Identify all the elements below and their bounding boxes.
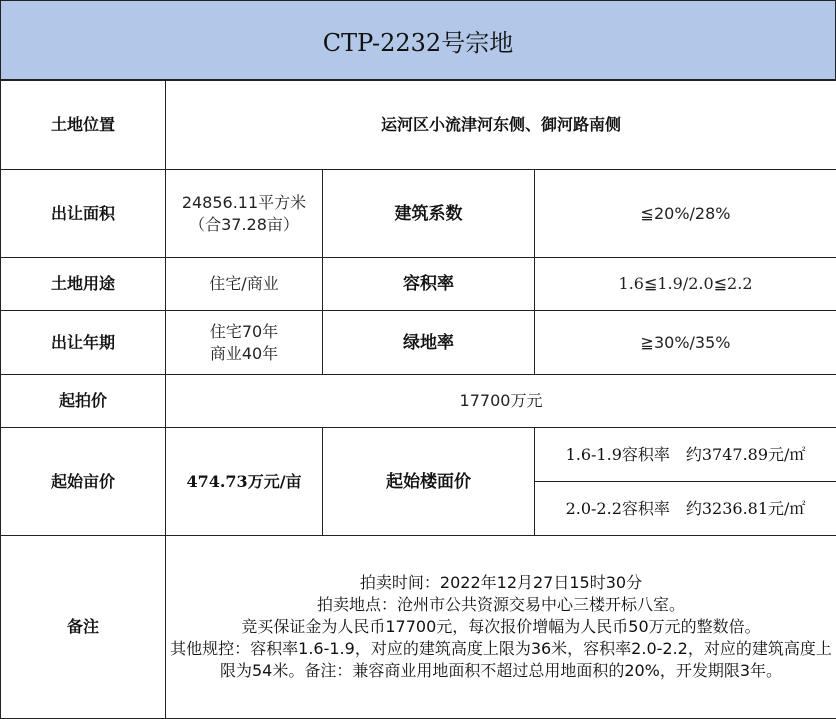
- table-row: [1, 81, 836, 170]
- far-label: 容积率: [323, 258, 535, 311]
- green-ratio-value: ≧30%/35%: [535, 311, 836, 375]
- remark-other-controls: 其他规控：容积率1.6-1.9，对应的建筑高度上限为36米，容积率2.0-2.2，对应的建筑高度上限为54米。备注：兼容商业用地面积不超过总用地面积的20%，开发期限3年。: [170, 638, 832, 682]
- remarks-content: [166, 536, 836, 719]
- table-row: [1, 536, 836, 719]
- term-label: 出让年期: [1, 311, 166, 375]
- floor-price-high-far: 2.0-2.2容积率 约3236.81元/㎡: [535, 482, 836, 536]
- term-value: [166, 311, 323, 375]
- sheet-title: CTP-2232号宗地: [0, 0, 836, 80]
- remark-deposit: 竞买保证金为人民币17700元，每次报价增幅为人民币50万元的整数倍。: [170, 616, 832, 638]
- location-label: 土地位置: [1, 81, 166, 170]
- table-row: [1, 258, 836, 311]
- remark-auction-place: 拍卖地点：沧州市公共资源交易中心三楼开标八室。: [170, 594, 832, 616]
- start-price-value: 17700万元: [166, 375, 836, 428]
- start-price-label: 起拍价: [1, 375, 166, 428]
- floor-price-low-far: 1.6-1.9容积率 约3747.89元/㎡: [535, 428, 836, 482]
- mu-price-value: 474.73万元/亩: [166, 428, 323, 536]
- area-value: [166, 170, 323, 258]
- remarks-label: 备注: [1, 536, 166, 719]
- building-coef-label: 建筑系数: [323, 170, 535, 258]
- building-coef-value: ≦20%/28%: [535, 170, 836, 258]
- table-row: [1, 375, 836, 428]
- area-label: 出让面积: [1, 170, 166, 258]
- floor-price-label: 起始楼面价: [323, 428, 535, 536]
- area-sqm: 24856.11平方米: [170, 192, 318, 214]
- usage-value: 住宅/商业: [166, 258, 323, 311]
- table-row: [1, 428, 836, 482]
- table-row: [1, 311, 836, 375]
- green-ratio-label: 绿地率: [323, 311, 535, 375]
- term-commercial: 商业40年: [170, 343, 318, 365]
- area-mu: （合37.28亩）: [170, 214, 318, 236]
- far-value: 1.6≦1.9/2.0≦2.2: [535, 258, 836, 311]
- remark-auction-time: 拍卖时间：2022年12月27日15时30分: [170, 572, 832, 594]
- term-residential: 住宅70年: [170, 321, 318, 343]
- table-row: [1, 170, 836, 258]
- mu-price-label: 起始亩价: [1, 428, 166, 536]
- usage-label: 土地用途: [1, 258, 166, 311]
- location-value: 运河区小流津河东侧、御河路南侧: [166, 81, 836, 170]
- parcel-info-table: [0, 80, 836, 719]
